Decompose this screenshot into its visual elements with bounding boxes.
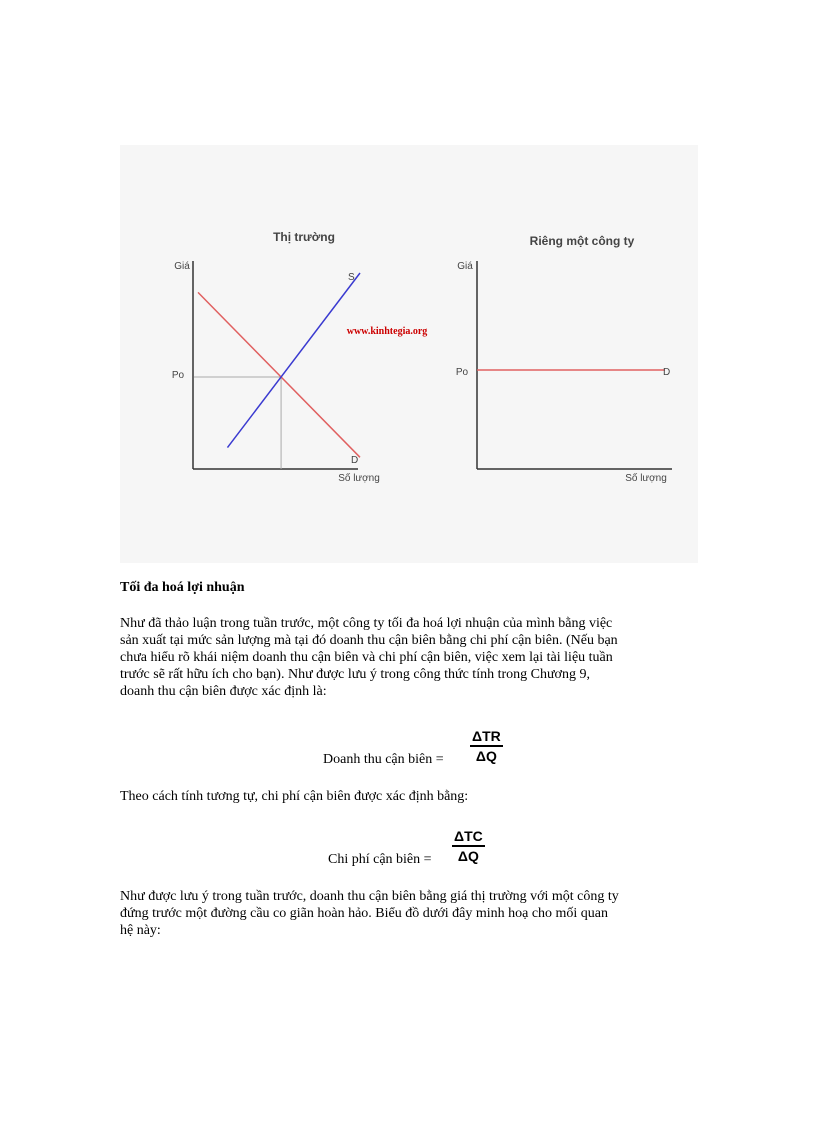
paragraph-line: sản xuất tại mức sản lượng mà tại đó doanh thu cận biên bằng chi phí cận biên. (Nếu bạn (120, 633, 618, 648)
left-y-axis-label: Giá (174, 261, 190, 272)
paragraph-line: đứng trước một đường cầu co giãn hoàn hảo. Biểu đồ dưới đây minh hoạ cho mối quan (120, 906, 609, 921)
demand-curve-label: D (351, 455, 359, 466)
formula-label: Chi phí cận biên = (328, 852, 432, 867)
section-heading: Tối đa hoá lợi nhuận (120, 580, 245, 595)
paragraph-marginal-cost-intro: Theo cách tính tương tự, chi phí cận biên được xác định bằng: (120, 789, 469, 804)
formula-fraction (452, 828, 485, 864)
formula-denominator: ΔQ (457, 848, 479, 864)
paragraph-perfect-elasticity (120, 888, 700, 939)
right-y-axis-label: Giá (457, 261, 473, 272)
left-supply-curve (227, 273, 360, 448)
watermark: www.kinhtegia.org (346, 326, 428, 337)
market-and-firm-figure (120, 145, 698, 563)
paragraph-line: Như đã thảo luận trong tuần trước, một công ty tối đa hoá lợi nhuận của mình bằng việc (120, 616, 613, 631)
left-chart-title: Thị trường (273, 230, 335, 244)
formula-fraction (470, 728, 503, 764)
paragraph-line: hệ này: (120, 923, 161, 938)
paragraph-intro (120, 615, 700, 700)
paragraph-line: Như được lưu ý trong tuần trước, doanh thu cận biên bằng giá thị trường với một công ty (120, 889, 619, 904)
paragraph-line: doanh thu cận biên được xác định là: (120, 684, 327, 699)
figure-svg (120, 145, 698, 563)
left-x-axis-label: Số lượng (338, 473, 380, 484)
right-demand-label: D (663, 367, 671, 378)
left-demand-curve (198, 292, 360, 457)
paragraph-line: trước sẽ rất hữu ích cho bạn). Như được lưu ý trong công thức tính trong Chương 9, (120, 667, 590, 682)
right-x-axis-label: Số lượng (625, 473, 667, 484)
formula-denominator: ΔQ (475, 748, 497, 764)
formula-numerator: ΔTC (452, 828, 485, 847)
formula-label: Doanh thu cận biên = (323, 752, 444, 767)
right-price-label: Po (455, 367, 469, 378)
right-chart-title: Riêng một công ty (529, 234, 635, 248)
left-price-label: Po (171, 370, 185, 381)
formula-numerator: ΔTR (470, 728, 503, 747)
paragraph-line: chưa hiểu rõ khái niệm doanh thu cận biên và chi phí cận biên, việc xem lại tài liệu tuần (120, 650, 613, 665)
supply-curve-label: S (348, 272, 355, 283)
